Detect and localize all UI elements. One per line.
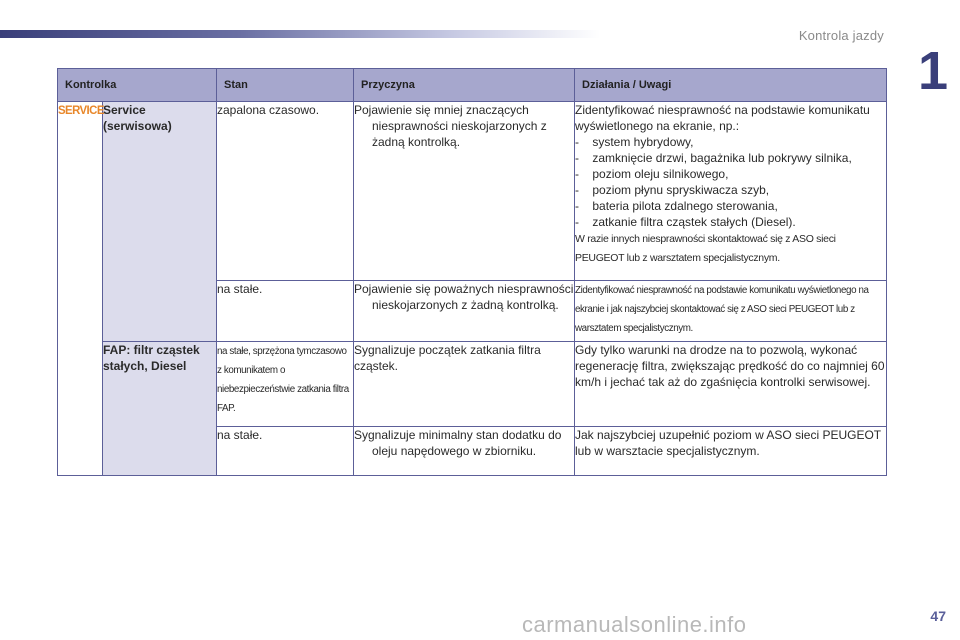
col-header-dzialania: Działania / Uwagi xyxy=(575,69,887,102)
list-item: - poziom płynu spryskiwacza szyb, xyxy=(575,183,770,197)
section-title: Kontrola jazdy xyxy=(798,28,884,43)
light-name-service: Service (serwisowa) xyxy=(103,102,217,342)
list-item: - zatkanie filtra cząstek stałych (Diesel). xyxy=(575,215,796,229)
light-name-fap: FAP: filtr cząstek stałych, Diesel xyxy=(103,342,217,476)
list-item: - system hybrydowy, xyxy=(575,135,694,149)
col-header-stan: Stan xyxy=(217,69,354,102)
col-header-przyczyna: Przyczyna xyxy=(354,69,575,102)
dzialania-intro: Zidentyfikować niesprawność na podstawie komunikatu wyświetlonego na ekranie, np.: xyxy=(575,103,870,133)
table-header-row xyxy=(58,69,887,102)
header-gradient-bar xyxy=(0,30,600,38)
stan-cell: na stałe, sprzężona tymczasowo z komunikatem o niebezpieczeństwie zatkania filtra FAP. xyxy=(217,342,354,427)
dzialania-cell: Zidentyfikować niesprawność na podstawie komunikatu wyświetlonego na ekranie i jak najszybciej skontaktować się z ASO sieci PEUGEOT lub z warsztatem specjalistycznym. xyxy=(575,281,887,342)
table-row xyxy=(58,342,887,427)
stan-cell: na stałe. xyxy=(217,281,354,342)
stan-cell: zapalona czasowo. xyxy=(217,102,354,281)
col-header-kontrolka: Kontrolka xyxy=(58,69,217,102)
przyczyna-cell: Pojawienie się poważnych niesprawności nieskojarzonych z żadną kontrolką. xyxy=(354,282,574,312)
przyczyna-cell: Sygnalizuje minimalny stan dodatku do oleju napędowego w zbiorniku. xyxy=(354,428,562,458)
przyczyna-cell: Sygnalizuje początek zatkania filtra cząstek. xyxy=(354,342,575,427)
przyczyna-cell: Pojawienie się mniej znaczących niesprawności nieskojarzonych z żadną kontrolką. xyxy=(354,103,547,149)
chapter-number: 1 xyxy=(917,41,948,101)
dzialania-cell xyxy=(575,102,887,281)
table-row xyxy=(58,102,887,281)
list-item: - poziom oleju silnikowego, xyxy=(575,167,729,181)
list-item: - zamknięcie drzwi, bagażnika lub pokrywy silnika, xyxy=(575,151,852,165)
warning-lights-table xyxy=(57,68,887,476)
dzialania-cell: Gdy tylko warunki na drodze na to pozwolą, wykonać regenerację filtra, zwiększając prędkość do co najmniej 60 km/h i jechać tak aż do zgaśnięcia kontrolki serwisowej. xyxy=(575,342,887,427)
page-number: 47 xyxy=(930,608,946,624)
watermark: carmanualsonline.info xyxy=(522,612,747,637)
service-icon: SERVICE xyxy=(58,103,104,117)
list-item: - bateria pilota zdalnego sterowania, xyxy=(575,199,778,213)
dzialania-cell: Jak najszybciej uzupełnić poziom w ASO sieci PEUGEOT lub w warsztacie specjalistycznym. xyxy=(575,427,887,476)
dzialania-note: W razie innych niesprawności skontaktować się z ASO sieci PEUGEOT lub z warsztatem specjalistycznym. xyxy=(575,233,836,264)
stan-cell: na stałe. xyxy=(217,427,354,476)
icon-cell xyxy=(58,102,103,476)
